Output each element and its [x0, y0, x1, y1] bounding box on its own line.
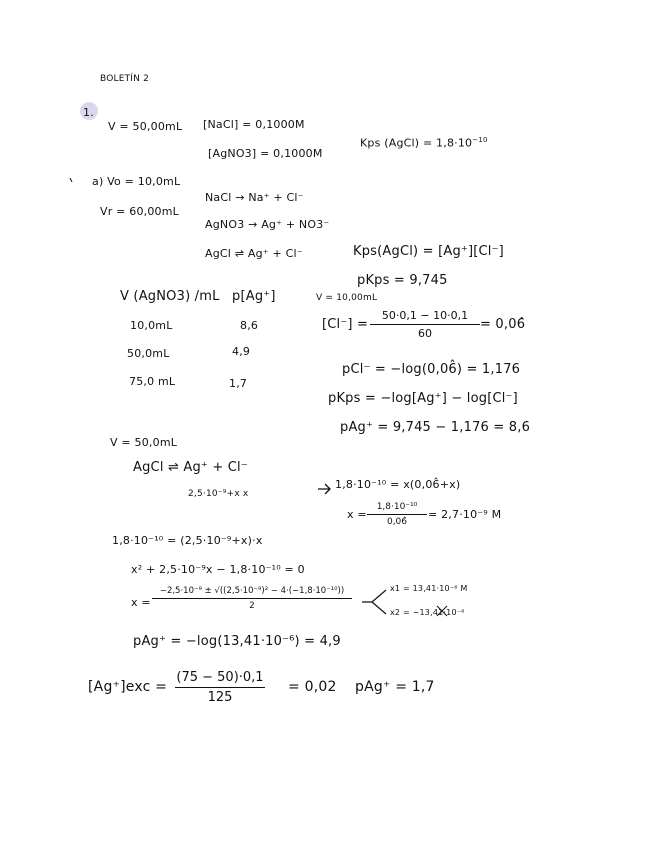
calc75-result: = 0,02	[288, 679, 337, 695]
part-a-vr: Vr = 60,00mL	[100, 205, 179, 218]
calc10-cl-lhs: [Cl⁻] =	[322, 317, 369, 332]
calc50-quadratic-lhs: x =	[131, 596, 151, 609]
kps-expression: Kps(AgCl) = [Ag⁺][Cl⁻]	[353, 244, 504, 259]
table-cell-pag: 8,6	[240, 319, 259, 332]
fraction-numerator: 50·0,1 − 10·0,1	[381, 309, 469, 322]
rejected-root-cross	[437, 606, 447, 616]
calc75-pag: pAg⁺ = 1,7	[355, 679, 435, 695]
fraction-numerator: −2,5·10⁻⁹ ± √((2,5·10⁻⁹)² − 4·(−1,8·10⁻¹⁰))	[159, 586, 345, 596]
given-volume: V = 50,00mL	[108, 120, 183, 133]
problem-number: 1.	[83, 106, 94, 119]
fraction-denominator: 60	[418, 327, 432, 340]
calc50-approx-lhs: x =	[347, 508, 367, 521]
calc50-equation1: 1,8·10⁻¹⁰ = (2,5·10⁻⁹+x)·x	[112, 534, 263, 547]
calc50-equilibrium: AgCl ⇌ Ag⁺ + Cl⁻	[133, 460, 248, 475]
table-cell-pag: 1,7	[229, 377, 248, 390]
calc50-approx-eq: 1,8·10⁻¹⁰ = x(0,06̂+x)	[335, 478, 461, 491]
reaction-nacl: NaCl → Na⁺ + Cl⁻	[205, 191, 304, 204]
calc10-pcl: pCl⁻ = −log(0,06̂) = 1,176	[342, 362, 521, 377]
given-kps: Kps (AgCl) = $1,8\cdot 10^{-10}$	[360, 136, 488, 150]
fraction-numerator: (75 − 50)·0,1	[176, 670, 264, 685]
implication-arrow	[318, 484, 330, 494]
table-header-volume: V (AgNO3) /mL	[120, 289, 220, 304]
fraction-denominator: 2	[249, 601, 255, 611]
given-agno3: [AgNO3] = 0,1000M	[208, 147, 323, 160]
table-cell-pag: 4,9	[232, 345, 251, 358]
fraction-numerator: 1,8·10⁻¹⁰	[376, 502, 418, 512]
table-cell-volume: 10,0mL	[130, 319, 173, 332]
page-title: BOLETÍN 2	[100, 74, 150, 84]
pkps-value: pKps = 9,745	[357, 273, 448, 288]
table-header-pag: p[Ag⁺]	[232, 289, 276, 304]
calc10-cl-result: = 0,06̂	[480, 317, 526, 332]
calc50-pag: pAg⁺ = −log(13,41·10⁻⁶) = 4,9	[133, 634, 341, 649]
calc10-pkps-relation: pKps = −log[Ag⁺] − log[Cl⁻]	[328, 391, 518, 406]
pen-mark	[70, 178, 72, 182]
table-cell-volume: 75,0 mL	[129, 375, 176, 388]
reaction-agcl: AgCl ⇌ Ag⁺ + Cl⁻	[205, 247, 303, 260]
calc50-root2: x2 = −13,41·10⁻⁶	[390, 608, 465, 617]
calc10-pag: pAg⁺ = 9,745 − 1,176 = 8,6	[340, 420, 531, 435]
calc50-volume: V = 50,0mL	[110, 436, 178, 449]
calc75-lhs: [Ag⁺]exc =	[88, 679, 168, 695]
roots-bracket	[362, 590, 386, 614]
part-a-vo: a) Vo = 10,0mL	[92, 175, 181, 188]
calc50-concentrations: 2,5·10⁻⁹+x x	[188, 489, 249, 499]
calc50-root1: x1 = 13,41·10⁻⁶ M	[390, 584, 468, 593]
calc10-volume: V = 10,00mL	[316, 293, 378, 303]
reaction-agno3: AgNO3 → Ag⁺ + NO3⁻	[205, 218, 330, 231]
table-cell-volume: 50,0mL	[127, 347, 170, 360]
fraction-denominator: 125	[207, 690, 233, 705]
given-nacl: [NaCl] = 0,1000M	[203, 118, 305, 131]
calc50-approx-result: = 2,7·10⁻⁹ M	[428, 508, 502, 521]
calc50-equation2: x² + 2,5·10⁻⁹x − 1,8·10⁻¹⁰ = 0	[131, 563, 305, 576]
fraction-denominator: 0,06̂	[386, 517, 408, 527]
